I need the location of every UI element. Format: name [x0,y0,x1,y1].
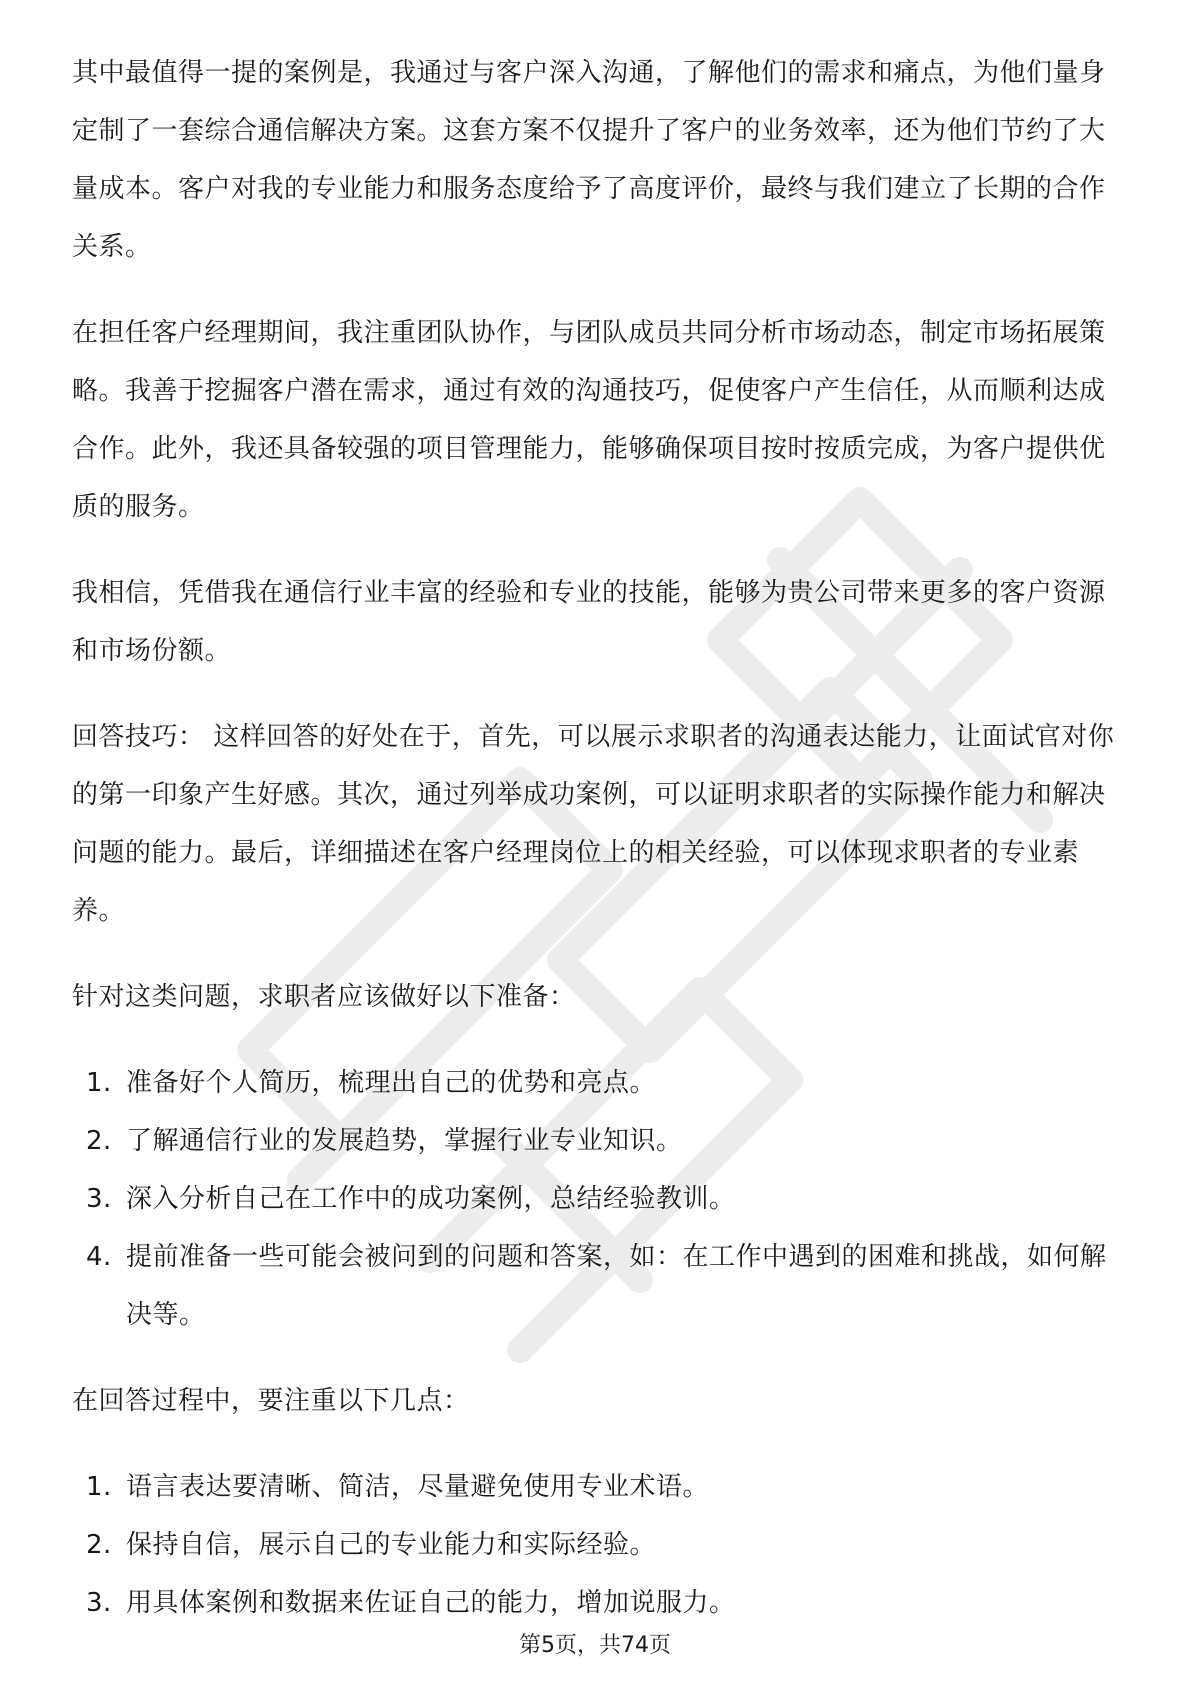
list-item [72,1170,1122,1228]
list-number: 4. [86,1242,112,1272]
page-footer: 第5页，共74页 [519,1633,671,1658]
list-item [72,1112,1122,1170]
list-text: 语言表达要清晰、简洁，尽量避免使用专业术语。 [126,1472,710,1502]
list-item [72,1228,1122,1344]
paragraph-tips-intro: 在回答过程中，要注重以下几点： [72,1386,470,1416]
list-number: 2. [86,1126,112,1156]
list-number: 1. [86,1068,112,1098]
paragraph-belief: 我相信，凭借我在通信行业丰富的经验和专业的技能，能够为贵公司带来更多的客户资源和市场份额。 [72,578,1106,666]
list-number: 2. [86,1530,112,1560]
list-text: 准备好个人简历，梳理出自己的优势和亮点。 [126,1068,657,1098]
paragraph-experience: 在担任客户经理期间，我注重团队协作，与团队成员共同分析市场动态，制定市场拓展策略。我善于挖掘客户潜在需求，通过有效的沟通技巧，促使客户产生信任，从而顺利达成合作。此外，我还具备较强的项目管理能力，能够确保项目按时按质完成，为客户提供优质的服务。 [72,318,1106,522]
list-number: 1. [86,1472,112,1502]
paragraph-answer-tips: 回答技巧： 这样回答的好处在于，首先，可以展示求职者的沟通表达能力，让面试官对你的第一印象产生好感。其次，通过列举成功案例，可以证明求职者的实际操作能力和解决问题的能力。最后，详细描述在客户经理岗位上的相关经验，可以体现求职者的专业素养。 [72,722,1115,926]
list-text: 用具体案例和数据来佐证自己的能力，增加说服力。 [126,1588,736,1618]
list-item [72,1458,1122,1516]
list-text: 了解通信行业的发展趋势，掌握行业专业知识。 [126,1126,683,1156]
prep-list [72,1054,1122,1344]
list-text: 保持自信，展示自己的专业能力和实际经验。 [126,1530,657,1560]
list-item [72,1516,1122,1574]
tips-list [72,1458,1122,1632]
list-number: 3. [86,1184,112,1214]
paragraph-case: 其中最值得一提的案例是，我通过与客户深入沟通，了解他们的需求和痛点，为他们量身定制了一套综合通信解决方案。这套方案不仅提升了客户的业务效率，还为他们节约了大量成本。客户对我的专业能力和服务态度给予了高度评价，最终与我们建立了长期的合作关系。 [72,58,1106,262]
paragraph-prep-intro: 针对这类问题，求职者应该做好以下准备： [72,982,576,1012]
list-item [72,1574,1122,1632]
list-text: 深入分析自己在工作中的成功案例，总结经验教训。 [126,1184,736,1214]
list-text: 提前准备一些可能会被问到的问题和答案，如：在工作中遇到的困难和挑战，如何解决等。 [126,1242,1107,1330]
list-number: 3. [86,1588,112,1618]
list-item [72,1054,1122,1112]
main-content [72,44,1122,1660]
